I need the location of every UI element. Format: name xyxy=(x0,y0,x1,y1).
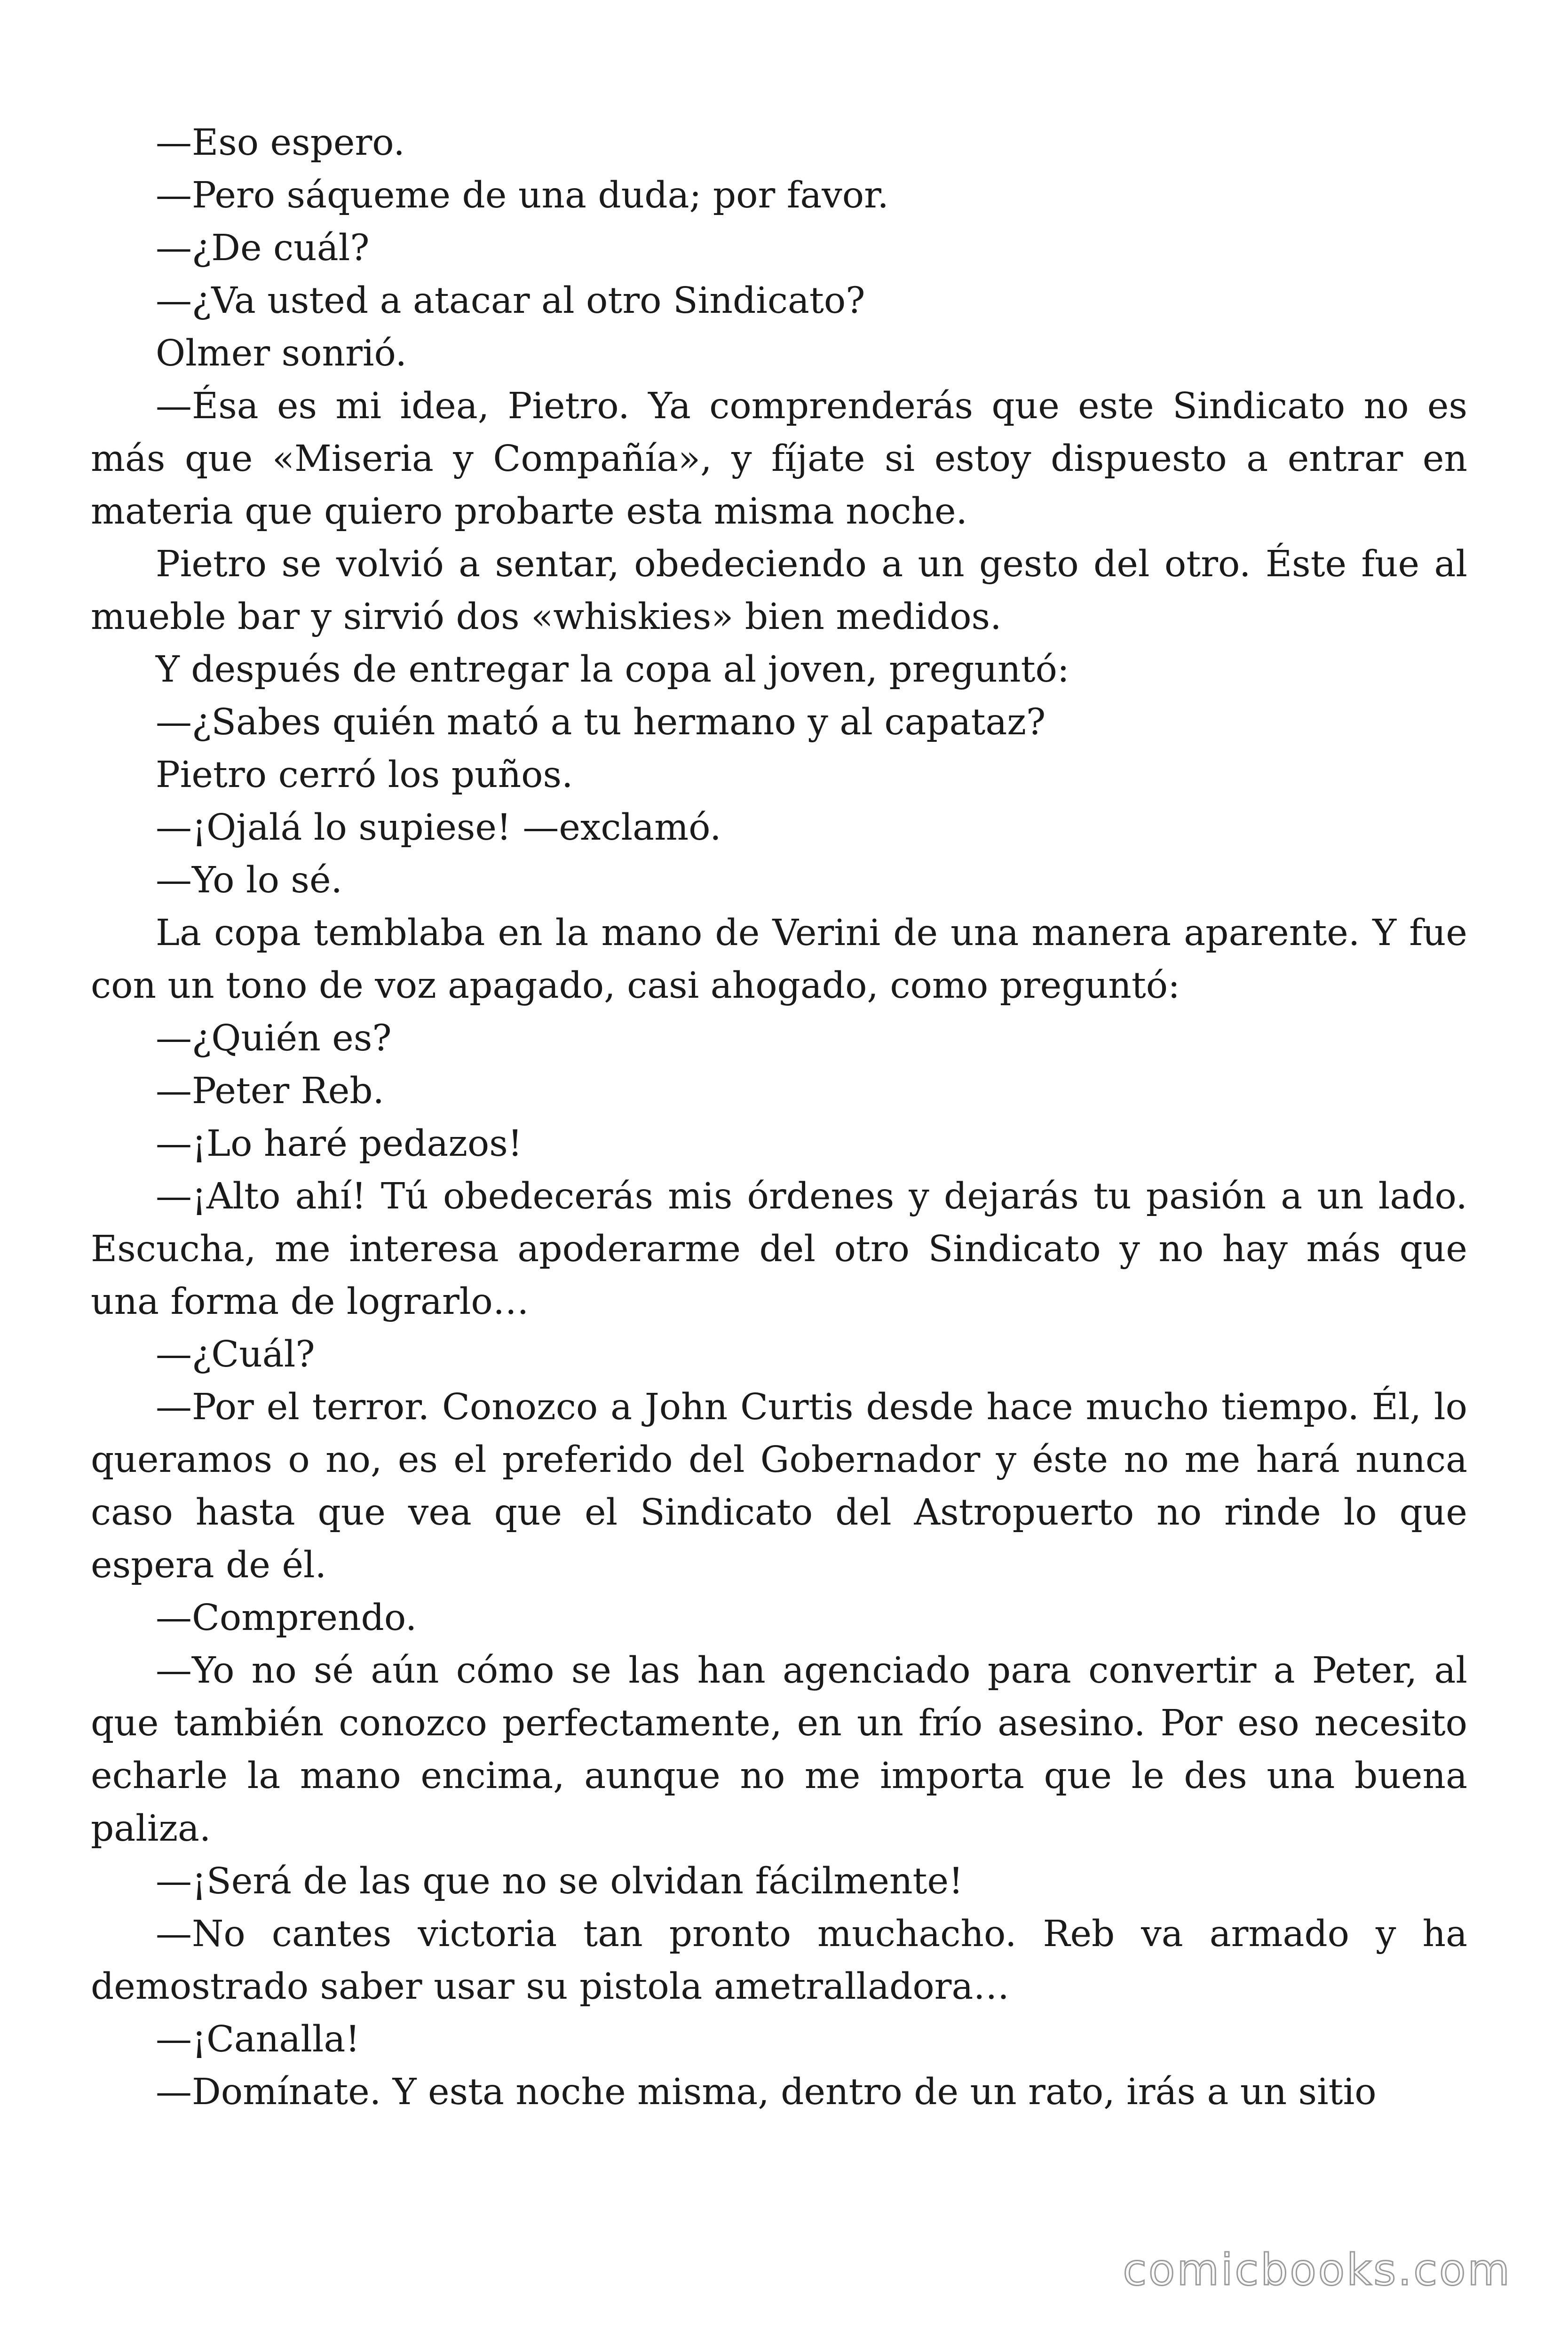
paragraph: —¿Quién es? xyxy=(156,1017,392,1059)
paragraph: —¡Alto ahí! Tú obedecerás mis órdenes y dejarás tu pasión a un lado. Escucha, me interesa apoderarme del otro Sindicato y no hay más que una forma de lograrlo… xyxy=(91,1176,1467,1323)
paragraph: —¿Va usted a atacar al otro Sindicato? xyxy=(156,280,865,322)
paragraph: —Comprendo. xyxy=(156,1597,417,1639)
page-text xyxy=(91,117,1467,2119)
paragraph: Pietro se volvió a sentar, obedeciendo a un gesto del otro. Éste fue al mueble bar y sirvió dos «whiskies» bien medidos. xyxy=(91,543,1467,638)
paragraph: —Por el terror. Conozco a John Curtis desde hace mucho tiempo. Él, lo queramos o no, es el preferido del Gobernador y éste no me hará nunca caso hasta que vea que el Sindicato del Astropuerto no rinde lo que espera de él. xyxy=(91,1386,1467,1586)
paragraph: —¡Canalla! xyxy=(156,2018,360,2060)
paragraph: —Domínate. Y esta noche misma, dentro de un rato, irás a un sitio xyxy=(156,2071,1377,2113)
paragraph: —Yo no sé aún cómo se las han agenciado para convertir a Peter, al que también conozco perfectamente, en un frío asesino. Por eso necesito echarle la mano encima, aunque no me importa que le des una buena paliza. xyxy=(91,1650,1467,1850)
paragraph: La copa temblaba en la mano de Verini de una manera aparente. Y fue con un tono de voz apagado, casi ahogado, como preguntó: xyxy=(91,912,1467,1007)
watermark: comicbooks.com xyxy=(1123,2245,1512,2295)
paragraph: Y después de entregar la copa al joven, preguntó: xyxy=(156,649,1069,691)
paragraph: Pietro cerró los puños. xyxy=(156,754,573,796)
paragraph: Olmer sonrió. xyxy=(156,333,407,374)
paragraph: —Eso espero. xyxy=(156,122,405,164)
paragraph: —Ésa es mi idea, Pietro. Ya comprenderás que este Sindicato no es más que «Miseria y Compañía», y fíjate si estoy dispuesto a entrar en materia que quiero probarte esta misma noche. xyxy=(91,385,1467,532)
paragraph: —Pero sáqueme de una duda; por favor. xyxy=(156,175,889,216)
paragraph: —¡Lo haré pedazos! xyxy=(156,1123,523,1165)
paragraph: —Peter Reb. xyxy=(156,1070,385,1112)
paragraph: —Yo lo sé. xyxy=(156,859,342,901)
paragraph: —¡Ojalá lo supiese! —exclamó. xyxy=(156,807,721,849)
paragraph: —¡Será de las que no se olvidan fácilmente! xyxy=(156,1860,964,1902)
paragraph: —No cantes victoria tan pronto muchacho. Reb va armado y ha demostrado saber usar su pistola ametralladora… xyxy=(91,1913,1467,2008)
paragraph: —¿Cuál? xyxy=(156,1334,315,1375)
paragraph: —¿Sabes quién mató a tu hermano y al capataz? xyxy=(156,701,1046,743)
paragraph: —¿De cuál? xyxy=(156,227,370,269)
